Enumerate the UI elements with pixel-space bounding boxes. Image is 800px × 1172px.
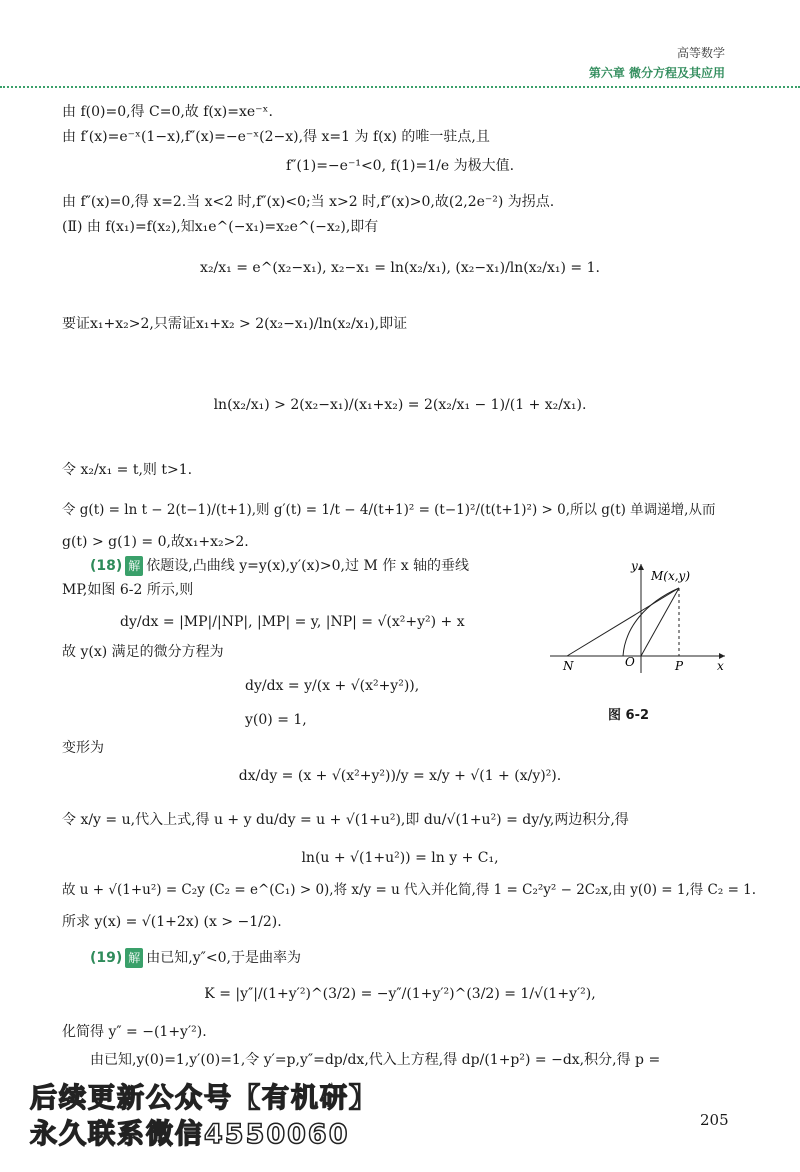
solution-badge: 解 xyxy=(125,948,143,968)
page-number: 205 xyxy=(700,1111,729,1129)
label-y: y xyxy=(631,559,638,573)
label-O: O xyxy=(625,655,635,669)
body-line: 由 f″(x)=0,得 x=2.当 x<2 时,f″(x)<0;当 x>2 时,f″(x)>0,故(2,2e⁻²) 为拐点. xyxy=(62,194,555,210)
formula-line: y(0) = 1, xyxy=(245,712,307,728)
label-N: N xyxy=(563,659,574,673)
problem-18-text: 依题设,凸曲线 y=y(x),y′(x)>0,过 M 作 x 轴的垂线 xyxy=(146,558,470,574)
formula-line: f″(1)=−e⁻¹<0, f(1)=1/e 为极大值. xyxy=(285,158,515,174)
body-line: 令 g(t) = ln t − 2(t−1)/(t+1),则 g′(t) = 1/t − 4/(t+1)² = (t−1)²/(t(t+1)²) > 0,所以 g(t) 单调递增,从而 xyxy=(62,502,716,518)
body-line: 令 x/y = u,代入上式,得 u + y du/dy = u + √(1+u²),即 du/√(1+u²) = dy/y,两边积分,得 xyxy=(62,812,629,828)
body-line: 由 f(0)=0,得 C=0,故 f(x)=xe⁻ˣ. xyxy=(62,104,273,120)
y-axis-arrow-icon xyxy=(638,564,644,570)
curve xyxy=(623,588,679,656)
body-line: g(t) > g(1) = 0,故x₁+x₂>2. xyxy=(62,534,249,550)
body-line: 故 y(x) 满足的微分方程为 xyxy=(62,644,224,660)
body-line: 由 f′(x)=e⁻ˣ(1−x),f″(x)=−e⁻ˣ(2−x),得 x=1 为 f(x) 的唯一驻点,且 xyxy=(62,129,490,145)
watermark-line-2: 永久联系微信4550060 xyxy=(30,1119,350,1150)
header-rule xyxy=(0,86,800,88)
body-line: 由已知,y(0)=1,y′(0)=1,令 y′=p,y″=dp/dx,代入上方程,得 dp/(1+p²) = −dx,积分,得 p = xyxy=(90,1052,661,1068)
body-line: 要证x₁+x₂>2,只需证x₁+x₂ > 2(x₂−x₁)/ln(x₂/x₁),即证 xyxy=(62,316,408,332)
formula-line: ln(x₂/x₁) > 2(x₂−x₁)/(x₁+x₂) = 2(x₂/x₁ − 1)/(1 + x₂/x₁). xyxy=(213,397,587,413)
body-line: MP,如图 6-2 所示,则 xyxy=(62,582,194,598)
label-M: M(x,y) xyxy=(651,569,691,583)
formula-line: ln(u + √(1+u²)) = ln y + C₁, xyxy=(301,850,499,866)
formula-line: dx/dy = (x + √(x²+y²))/y = x/y + √(1 + (x/y)²). xyxy=(238,768,562,784)
header-book-title: 高等数学 xyxy=(676,46,725,60)
problem-19-tag: (19) xyxy=(90,950,123,966)
formula-line: K = |y″|/(1+y′²)^(3/2) = −y″/(1+y′²)^(3/2) = 1/√(1+y′²), xyxy=(204,986,596,1002)
problem-19-line xyxy=(90,948,301,968)
formula-line: x₂/x₁ = e^(x₂−x₁), x₂−x₁ = ln(x₂/x₁), (x₂−x₁)/ln(x₂/x₁) = 1. xyxy=(200,260,600,276)
body-line: 变形为 xyxy=(62,740,104,756)
watermark-line-1: 后续更新公众号【有机研】 xyxy=(30,1083,378,1114)
problem-18-tag: (18) xyxy=(90,558,123,574)
body-line: 化简得 y″ = −(1+y′²). xyxy=(62,1024,207,1040)
problem-19-text: 由已知,y″<0,于是曲率为 xyxy=(146,950,301,966)
body-line: (Ⅱ) 由 f(x₁)=f(x₂),知x₁e^(−x₁)=x₂e^(−x₂),即有 xyxy=(62,219,379,235)
line-NM xyxy=(567,588,679,656)
header-chapter: 第六章 微分方程及其应用 xyxy=(588,66,725,80)
formula-line: dy/dx = y/(x + √(x²+y²)), xyxy=(245,678,420,694)
body-line: 故 u + √(1+u²) = C₂y (C₂ = e^(C₁) > 0),将 x/y = u 代入并化简,得 1 = C₂²y² − 2C₂x,由 y(0) = 1,得 C₂ = 1. xyxy=(62,882,757,898)
solution-badge: 解 xyxy=(125,556,143,576)
formula-line: dy/dx = |MP|/|NP|, |MP| = y, |NP| = √(x²+y²) + x xyxy=(120,614,465,630)
body-line: 所求 y(x) = √(1+2x) (x > −1/2). xyxy=(62,914,282,930)
label-P: P xyxy=(675,659,684,673)
label-x: x xyxy=(717,659,724,673)
body-line: 令 x₂/x₁ = t,则 t>1. xyxy=(62,462,193,478)
figure-caption: 图 6-2 xyxy=(608,708,650,723)
problem-18-line xyxy=(90,556,469,576)
figure-6-2 xyxy=(545,558,735,678)
